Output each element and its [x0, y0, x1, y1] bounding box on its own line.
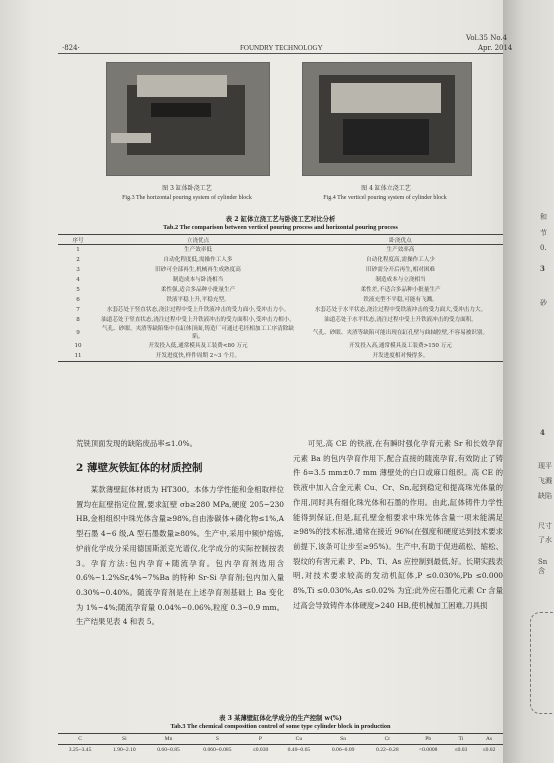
table-2-cell-index: 5: [76, 287, 80, 293]
table-3-header-cell: Ti: [447, 734, 475, 744]
table-2-cell-horizontal: 开发进度相对慢得多。: [298, 351, 503, 362]
table-2-title-cn: 表 2 缸体立浇工艺与卧浇工艺对比分析: [225, 216, 336, 223]
table-3-value-cell: <0.0008: [418, 746, 438, 753]
figure-4-caption-en: Fig.4 The verticel pouring system of cylinder block: [323, 195, 447, 201]
figure-3-caption-cn: 图 3 缸体卧浇工艺: [162, 185, 212, 192]
table-2-cell-index: 9: [76, 330, 80, 336]
table-3-header-cell: Pb: [409, 734, 446, 744]
table-3-header-cell: P: [244, 734, 277, 744]
table-2-row: [58, 315, 503, 325]
edge-fragment-2: 节: [540, 229, 547, 237]
figure-4-image: [302, 62, 472, 176]
table-3-value-cell: 0.22~0.28: [376, 746, 399, 753]
edge-fragment-4: 3: [540, 264, 545, 273]
table-2-cell-horizontal: 水套芯处于水平状态,浇注过程中受铁液冲击的受力面大,受冲击力大。: [314, 307, 487, 313]
table-2-cell-vertical: 旧砂可全部再生,机械再生成熟度高: [155, 267, 241, 273]
table-2-cell-horizontal: 铁液充型不平稳,可能有飞溅。: [363, 297, 438, 303]
edge-fragment-7: 现平: [538, 462, 552, 470]
table-2-cell-vertical: 开发进度快,样件周期 2~3 个月。: [98, 351, 298, 362]
table-3-value-cell: 3.25~3.45: [68, 746, 92, 753]
table-3-header-cell: S: [191, 734, 245, 744]
table-2-cell-index: 2: [76, 257, 80, 263]
table-3-title-cn: 表 3 某薄壁缸体化学成分的生产控制 w(%): [219, 715, 342, 722]
table-2-cell-index: 3: [76, 267, 80, 273]
edge-fragment-11: 了水: [538, 536, 552, 544]
right-paragraph: 可见,高 CE 的铁液,在有瞬时强化孕育元素 Sr 和长效孕育元素 Ba 的包内孕育作用下,配合直接的随流孕育,有效防止了铸件 δ=3.5 mm±0.7 mm 薄壁处的白口或麻口组织。高 CE 的铁液中加入合金元素 Cu、Cr、Sn,起到稳定和提高珠光体量的作用,同时具有细化珠光体和石墨的作用。由此,缸体铸件力学性能得到保证,但是,缸孔壁金相要求中珠光体含量一项未能满足≥98%的技术标准,通常在接近 96%(在强度和硬度达到技术要求前提下,该条可让步至≥95%)。生产中,有助于促进疏松、缩松、裂纹的有害元素 P、Pb、Ti、As 应控制到最低,好。长期实践表明,对技术要求较高的发动机缸体,P ≤0.030%,Pb ≤0.000 8%,Ti ≤0.030%,As ≤0.02% 为宜;此外应石墨化元素 Cr 含量过高会导致铸件本体硬度>240 HB,使机械加工困难,刀具损: [293, 439, 503, 610]
table-3-header-cell: As: [475, 734, 503, 744]
table-2-row: [58, 305, 503, 315]
edge-fragment-6: 4: [540, 428, 545, 437]
volume-issue: Vol.35 No.4: [466, 34, 508, 42]
table-2-cell-vertical: 油道芯处于竖直状态,浇注过程中受上升铁液冲击的受力面积小,受冲击力相小。: [101, 317, 295, 323]
header-rule: [58, 53, 503, 54]
journal-name: FOUNDRY TECHNOLOGY: [240, 44, 323, 52]
table-2-cell-index: 1: [76, 247, 80, 253]
table-2-cell-index: 8: [76, 317, 80, 323]
table-2-cell-horizontal: 自动化程度高,需操作工人少: [366, 257, 435, 263]
table-2-cell-vertical: 气孔、砂眼、夹渣等缺陷集中在缸体顶面,铸造厂可通过毛坯相加工工序清除缺陷。: [102, 326, 294, 340]
table-2-cell-index: 4: [76, 277, 80, 283]
table-2-cell-vertical: 开发投入低,通常模具及工装费<80 万元: [148, 343, 248, 349]
edge-fragment-1: 和: [540, 213, 547, 221]
table-3: [58, 733, 503, 755]
table-2-row: [58, 285, 503, 295]
table-2: [58, 234, 503, 362]
figure-3-caption-en: Fig.3 The horizontal pouring system of cylinder block: [122, 195, 252, 201]
table-3-value-cell: 1.90~2.10: [113, 746, 136, 753]
table-2-cell-horizontal: 旧砂需分开后再生,相对困难: [366, 267, 435, 273]
table-2-row: [58, 341, 503, 351]
table-3-header-cell: Cr: [365, 734, 409, 744]
table-3-value-cell: 0.060~0.085: [203, 746, 232, 753]
table-2-cell-horizontal: 柔性差,不适合多品种小批量生产: [360, 287, 441, 293]
table-2-cell-vertical: 生产效率低: [184, 247, 212, 253]
table-3-header-cell: Sn: [321, 734, 365, 744]
table-3-header-cell: Si: [102, 734, 146, 744]
table-3-value-cell: ≤0.02: [482, 746, 496, 753]
table-2-cell-horizontal: 制造成本与立浇相当: [375, 277, 426, 283]
table-2-cell-horizontal: 生产效率高: [386, 247, 415, 253]
figure-4-caption-cn: 图 4 缸体立浇工艺: [361, 185, 411, 192]
table-2-row: [58, 255, 503, 265]
table-3-value-cell: ≤0.030: [252, 746, 269, 753]
table-2-cell-vertical: 铁液平稳上升,平稳充型。: [166, 297, 230, 303]
table-2-cell-horizontal: 开发投入高,通常模具及工装费>150 万元: [349, 343, 452, 349]
table-2-cell-vertical: 水套芯处于竖直状态,浇注过程中受上升铁液冲击的受力面小,受冲击力小。: [106, 307, 290, 313]
table-2-cell-vertical: 柔性强,适合多品种小批量生产: [160, 287, 236, 293]
table-3-title-en: Tab.3 The chemical composition control of some type cylinder block in production: [170, 723, 391, 730]
table-2-cell-vertical: 自动化程度低,需操作工人多: [163, 257, 233, 263]
left-paragraph: 某款薄壁缸体材质为 HT300。本体力学性能和金相取样位置均在缸壁指定位置,要求缸壁 σb≥280 MPa,硬度 205~230 HB,金相组织中珠光体含量≥98%,自由渗碳体+磷化物≤1%,A 型石墨 4~6 级,A 型石墨数量≥80%。生产中,采用中频炉熔炼,炉前化学成分采用德国斯派克光谱仪,化学成分的实际控制按表 3。孕育方法:包内孕育+随流孕育。包内孕育剂选用含 0.6%~1.2%Sr,4%~7%Ba 的特种 Sr-Si 孕育剂;包内加入量 0.30%~0.40%。随流孕育剂是在上述孕育剂基础上 Ba 变化为 1%~4%;随流孕育量 0.04%~0.06%,粒度 0.3~0.9 mm。生产结果见表 4 和表 5。: [76, 485, 284, 627]
issue-date: Apr. 2014: [478, 44, 513, 52]
edge-fragment-12: Sn 含: [538, 558, 548, 575]
edge-fragment-3: 0.: [540, 244, 547, 252]
table-2-cell-horizontal: 油道芯处于水平状态,浇注过程中受上升铁液冲击的受力面积。: [324, 317, 477, 323]
edge-fragment-9: 缺陷: [538, 492, 552, 500]
table-2-cell-horizontal: 气孔、砂眼、夹渣等缺陷可能出现在缸孔壁与曲轴腔壁,不容易被识别。: [312, 330, 489, 336]
table-2-cell-index: 7: [76, 307, 80, 313]
edge-dashed-box: [530, 612, 554, 714]
table-2-cell-index: 6: [76, 297, 80, 303]
edge-fragment-5: 砂: [540, 299, 547, 307]
table-3-header-cell: Cu: [277, 734, 321, 744]
table-2-row: [58, 295, 503, 305]
table-2-cell-index: 10: [74, 343, 82, 349]
table-2-title-en: Tab.2 The comparison between verticel pouring process and horizontal pouring process: [163, 224, 398, 231]
page-number: ·824·: [62, 44, 80, 52]
table-2-row: [58, 245, 503, 256]
table-3-value-cell: 0.06~0.09: [331, 746, 355, 753]
figure-3-image: [106, 62, 270, 176]
table-3-value-cell: 0.40~0.65: [287, 746, 311, 753]
table-2-header-horizontal: 卧浇优点: [298, 235, 503, 245]
edge-fragment-8: 飞溅: [538, 477, 552, 485]
table-2-row: [58, 265, 503, 275]
table-2-cell-index: 11: [58, 351, 98, 362]
table-3-value-cell: ≤0.03: [454, 746, 468, 753]
table-2-row: [58, 325, 503, 341]
left-carryover-line: 荒铣顶面发现的缺陷废品率≤1.0%。: [76, 439, 198, 448]
table-2-header-vertical: 立浇优点: [98, 235, 298, 245]
table-3-header-cell: C: [58, 734, 102, 744]
section-2-heading: 2 薄壁灰铁缸体的材质控制: [76, 462, 203, 474]
table-2-row: [58, 351, 503, 362]
table-2-row: [58, 275, 503, 285]
table-2-cell-vertical: 制造成本与卧浇相当: [172, 277, 224, 283]
edge-fragment-10: 尺寸: [538, 522, 552, 530]
table-3-header-cell: Mn: [146, 734, 190, 744]
table-3-value-cell: 0.60~0.85: [157, 746, 180, 753]
table-2-header-index: 序号: [58, 235, 98, 245]
